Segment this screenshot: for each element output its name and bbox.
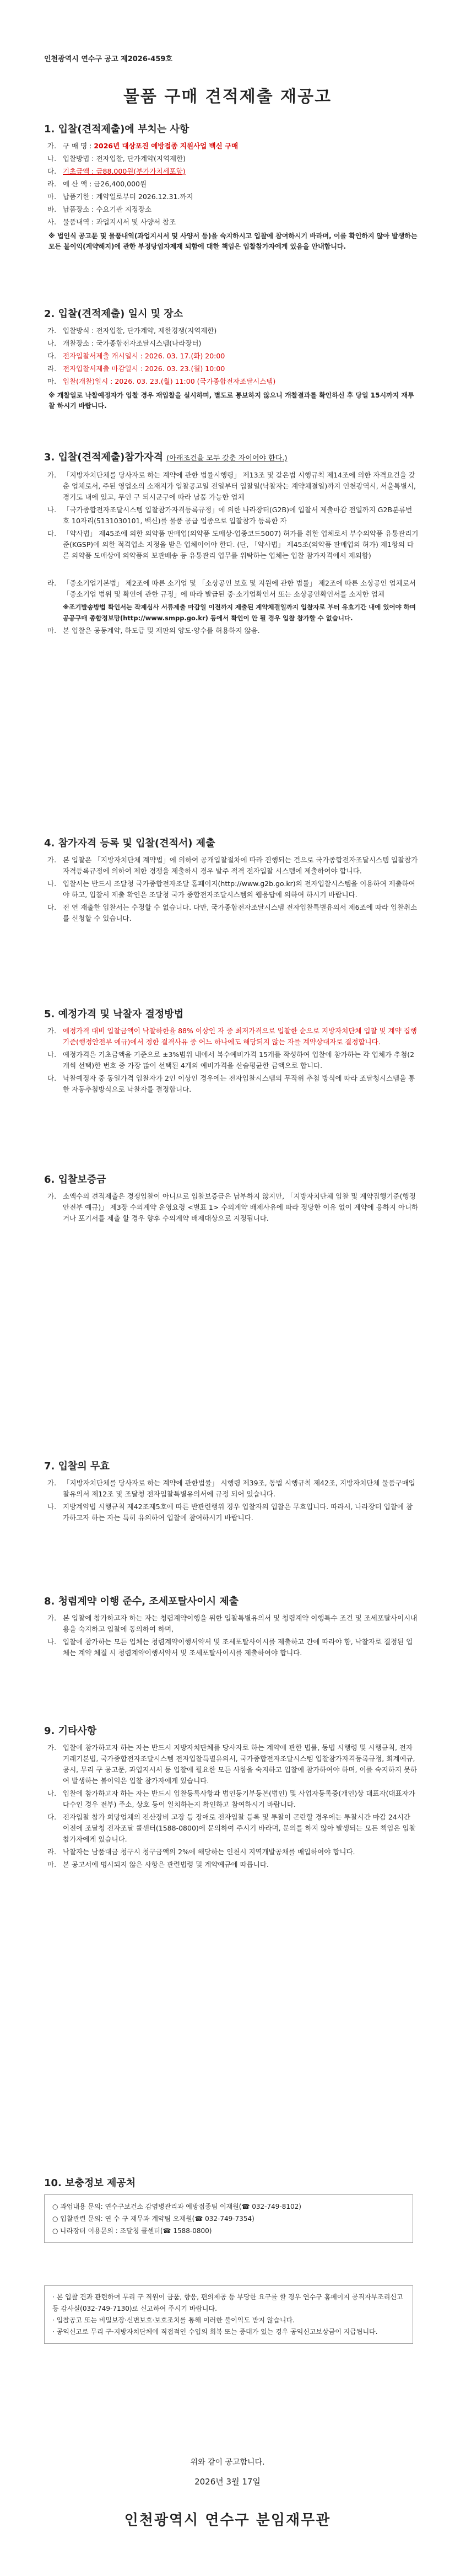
list-item: 다. 전자입찰 참가 희망업체의 전산장비 고장 등 장애로 전자입찰 등록 및 투찰이 곤란할 경우에는 투찰시간 마감 24시간 이전에 조달청 전자조달 콜센터(1588-0800)에 문의하여 주시기 바라며, 문의를 하지 않아 발생되는 모든 책임은 입찰참가자에게 있습니다. bbox=[47, 1813, 416, 1843]
purchase-name: 2026년 대상포진 예방접종 지원사업 백신 구매 bbox=[94, 142, 239, 150]
section-2-note: ※ 개찰일로 낙찰예정자가 입찰 경우 재입찰을 실시하며, 별도로 통보하지 않으니 개찰결과를 확인하신 후 당일 15시까지 재투찰 하시기 바랍니다. bbox=[48, 391, 414, 410]
list-item: 마. 본 공고서에 명시되지 않은 사항은 관련법령 및 계약예규에 따릅니다. bbox=[47, 1860, 269, 1869]
list-item: 사. 물품내역 : 과업지시서 및 사양서 참조 bbox=[47, 218, 176, 226]
section-8-title: 8. 청렴계약 이행 준수, 조세포탈사이시 제출 bbox=[44, 1596, 239, 1607]
notice-line: · 공익신고로 무리 구·지방자치단체에 직접적인 수입의 회복 또는 증대가 있는 경우 공익신고보상금이 지급됩니다. bbox=[52, 2328, 378, 2336]
section-4-title: 4. 참가자격 등록 및 입찰(견적서) 제출 bbox=[44, 838, 215, 849]
list-item: ※조기발송방법 확인서는 작제심사 서류제출 마감일 이전까지 제출된 계약체결일까지 입찰자로 부터 유효기간 내에 있어야 하며 공공구매 종합정보망(http://www.smpp.go.kr) 등에서 확인이 안 될 경우 입찰 참가할 수 없습니다. bbox=[63, 603, 416, 622]
list-item: 가. 「지방자치단체를 당사자로 하는 계약에 관한 법률시행령」 제13조 및 같은법 시행규칙 제14조에 의한 자격요건을 갖춘 업체로서, 주된 영업소의 소재지가 입찰공고일 전일부터 입찰일(낙찰자는 계약체결일)까지 인천광역시, 서울특별시, 경기도 내에 있고, 무인 구 되시군구에 따라 남품 가능한 업체 bbox=[47, 471, 416, 501]
list-item: 마. 입찰(개찰)일시 : 2026. 03. 23.(월) 11:00 (국가종합전자조달시스템) bbox=[47, 377, 276, 385]
contact-line: ○ 과업내용 문의: 연수구보건소 감염병관리과 예방접종팀 이재원(☎ 032-749-8102) bbox=[52, 2203, 301, 2210]
list-item: 가. 「지방자치단체를 당사자로 하는 계약에 관한법률」 시행령 제39조, 동법 시행규칙 제42조, 지방자치단체 물품구매입찰유의서 제12조 및 조달청 전자입찰특별유의서에 규정 되어 있습니다. bbox=[47, 1479, 415, 1498]
list-item: 라. 전자입찰서제출 마감일시 : 2026. 03. 23.(월) 10:00 bbox=[47, 364, 225, 373]
notice-line: · 본 입찰 건과 관련하여 무리 구 직원이 금품, 향응, 편의제공 등 부당한 요구를 할 경우 연수구 홈페이지 공직자부조리신고 등 감사실(032-749-7130)로 신고하여 주시기 바랍니다. bbox=[52, 2293, 403, 2312]
list-item: 다. 전자입찰서제출 개시일시 : 2026. 03. 17.(화) 20:00 bbox=[47, 352, 225, 360]
section-7-title: 7. 입찰의 무효 bbox=[44, 1461, 110, 1472]
list-item: 나. 입찰에 참가하고자 하는 자는 반드시 입찰등록사항과 법인등기부등본(법인) 및 사업자등록증(개인)상 대표자(대표자가 다수인 경우 전부) 주소, 상호 등이 일치하는지 확인하고 참여하시기 바랍니다. bbox=[47, 1789, 415, 1808]
list-item: 다. 「약사법」 제45조에 의한 의약품 판매업(의약품 도매상·업종코드5007) 허가를 취한 업체로서 부수의약품 유통관리기준(KGSP)에 의한 적격업소 지정을 받은 업체이어야 한다. (단, 「약사법」 제45조(의약품 판매업의 허가) 제1항의 다른 의약품 도매상에 의약품의 보관배송 등 유통관리 업무를 위탁하는 업체는 입찰 참가자격에서 제외함) bbox=[47, 529, 419, 560]
list-item: 다. 기초금액 : 금88,000원(부가가치세포함) bbox=[44, 166, 419, 177]
base-amount: 기초금액 : 금88,000원(부가가치세포함) bbox=[63, 167, 186, 175]
list-item: 마. 납품기한 : 계약일로부터 2026.12.31.까지 bbox=[47, 192, 193, 201]
section-3-title: 3. 입찰(견적제출)참가자격 bbox=[44, 452, 163, 463]
list-item: 나. 입찰에 참가하는 모든 업체는 청렴계약이행서약서 및 조세포탈사이시를 제출하고 간에 따라야 함, 낙찰자로 결정된 업체는 계약 체결 시 청렴계약이행서약서 및 조세포탈사이시를 제출하여야 합니다. bbox=[47, 1638, 413, 1657]
contact-line: ○ 입찰관련 문의: 연 수 구 재무과 계약팀 오재원(☎ 032-749-7354) bbox=[52, 2215, 254, 2223]
list-item: 가. 입찰방식 : 전자입찰, 단가계약, 제한경쟁(지역제한) bbox=[47, 326, 217, 335]
list-item: 다. 낙찰예정자 중 동일가격 입찰자가 2인 이상인 경우에는 전자입찰시스템의 무작위 추첨 방식에 따라 조달청시스템을 통한 자동추첨방식으로 낙찰자를 결정합니다. bbox=[47, 1074, 415, 1093]
section-9 bbox=[44, 1726, 419, 1872]
section-8 bbox=[44, 1596, 419, 1660]
list-item: 나. 입찰방법 : 전자입찰, 단가계약(지역제한) bbox=[47, 154, 186, 163]
list-item: 나. 지방계약법 시행규칙 제42조제5호에 따른 반관련행위 경우 입찰자의 입찰은 무효입니다. 따라서, 나라장터 입찰에 참가하고자 하는 자는 특히 유의하여 입찰에 참여하시기 바랍니다. bbox=[47, 1502, 413, 1522]
list-item: 다. 전 연 재출한 입찰서는 수정할 수 없습니다. 다만, 국가종합전자조달시스템 전자입찰특별유의서 제6조에 따라 입찰취소를 신청할 수 있습니다. bbox=[47, 903, 418, 922]
section-4 bbox=[44, 838, 419, 926]
section-10 bbox=[44, 2178, 419, 2243]
section-7 bbox=[44, 1461, 419, 1525]
list-item: 가. 본 입찰에 참가하고자 하는 자는 청렴계약이행을 위한 입찰특별유의서 및 청렴계약 이행특수 조건 및 조세포탈사이시내용을 숙지하고 입찰에 동의하여 하며, bbox=[47, 1614, 418, 1633]
section-2 bbox=[44, 309, 419, 411]
closing-date: 2026년 3월 17일 bbox=[194, 2477, 261, 2487]
list-item: 가. 예정가격 대비 입찰금액이 낙찰하한율 88% 이상인 자 중 최저가격으로 입찰한 순으로 지방자치단체 입찰 및 계약 집행기준(행정안전부 예규)에서 정한 결격사유 중 어느 하나에도 해당되지 않는 자를 계약상대자로 결정합니다. bbox=[47, 1027, 417, 1046]
section-6 bbox=[44, 1174, 419, 1226]
list-item: 마. 본 입찰은 공동계약, 하도급 및 재판의 양도·양수를 허용하지 않음. bbox=[47, 626, 260, 635]
list-item: 가. 본 입찰은 「지방자치단체 계약법」에 의하여 공개입찰절차에 따라 진행되는 건으로 국가종합전자조달시스템 입찰참가자격등록규정에 의하여 제한 경쟁을 제출하시 경우 발주 적격 전자입찰 시스템에 제출하여야 합니다. bbox=[47, 856, 418, 875]
list-item: 라. 예 산 액 : 금26,400,000원 bbox=[47, 180, 147, 188]
section-10-title: 10. 보충정보 제공처 bbox=[44, 2177, 136, 2189]
closing-line: 위와 같이 공고합니다. bbox=[190, 2458, 265, 2467]
section-1-title: 1. 입찰(견적제출)에 부치는 사항 bbox=[44, 124, 189, 135]
list-item: 나. 입찰서는 반드시 조달청 국가종합전자조달 홈페이지(http://www.g2b.go.kr)의 전자입찰시스템을 이용하여 제출하여야 하고, 입찰서 제출 확인은 조달청 국가 종합전자조달시스템의 웹응답에 의하여 하시기 바랍니다. bbox=[47, 879, 415, 899]
list-item: 가. 입찰에 참가하고자 하는 자는 반드시 지방자치단체를 당사자로 하는 계약에 관한 법률, 동법 시행령 및 시행규칙, 전자거래기본법, 국가종합전자조달시스템 전자입찰특별유의서, 국가종합전자조달시스템 입찰참가자격등록규정, 회계예규, 공시, 무리 구 공고문, 과업지시서 등 입찰에 필요한 모든 사항을 숙지하고 입찰에 참가하여야 하며, 이를 숙지하지 못하여 발생하는 불이익은 입찰 참가자에게 있습니다. bbox=[47, 1743, 418, 1785]
list-item: 나. 개찰장소 : 국가종합전자조달시스템(나라장터) bbox=[47, 339, 202, 347]
page-title: 물품 구매 견적제출 재공고 bbox=[123, 87, 332, 106]
section-6-title: 6. 입찰보증금 bbox=[44, 1174, 106, 1185]
list-item: 라. 낙찰자는 남품대금 청구시 청구금액의 2%에 해당하는 인천시 지역개발공채를 매입하여야 합니다. bbox=[47, 1848, 355, 1856]
issuer-name: 인천광역시 연수구 분임재무관 bbox=[124, 2512, 331, 2529]
report-notice bbox=[44, 2285, 419, 2344]
section-5-title: 5. 예정가격 및 낙찰자 결정방법 bbox=[44, 1008, 184, 1020]
list-item: 라. 「중소기업기본법」 제2조에 따른 소기업 및 「소상공인 보호 및 지원에 관한 법률」 제2조에 따른 소상공인 업체로서 「중소기업 범위 및 확인에 관한 규정」에 따라 발급된 중·소기업확인서 또는 소상공인확인서를 소지한 업체 bbox=[47, 579, 416, 598]
section-5 bbox=[44, 1009, 419, 1097]
list-item: 가. 구 매 명 : 2026년 대상포진 예방접종 지원사업 백신 구매 bbox=[47, 142, 239, 150]
notice-line: · 입찰공고 또는 비밀보장·신변보호·보호조치를 통해 이러한 불이익도 받지 않습니다. bbox=[52, 2316, 295, 2324]
section-3-subtitle: (아래조건을 모두 갖춘 자이어야 한다.) bbox=[166, 454, 288, 463]
list-item: 바. 납품장소 : 수요기관 지정장소 bbox=[47, 205, 152, 213]
report-notice-box bbox=[44, 2285, 413, 2344]
section-1 bbox=[44, 124, 419, 252]
section-2-title: 2. 입찰(견적제출) 일시 및 장소 bbox=[44, 308, 183, 320]
contact-box bbox=[44, 2194, 413, 2243]
section-9-title: 9. 기타사항 bbox=[44, 1725, 97, 1737]
list-item: 가. 소액수의 견적제출은 경쟁입찰이 아니므로 입찰보증금은 납부하지 않지만, 「지방자치단체 입찰 및 계약집행기준(행정안전부 예규)」 제3장 수의계약 운영요령 <별표 1> 수의계약 배제사유에 따라 정당한 이유 없이 계약에 응하지 아니하거나 포기서를 제출 할 경우 향후 수의계약 배제대상으로 지정됩니다. bbox=[47, 1192, 419, 1222]
contact-line: ○ 나라장터 이용문의 : 조달청 콜센터(☎ 1588-0800) bbox=[52, 2227, 212, 2235]
section-3 bbox=[44, 452, 419, 638]
section-1-note: ※ 법인식 공고문 및 물품내역(과업지시서 및 사양서 등)을 숙지하시고 입찰에 참여하시기 바라며, 이를 확인하지 않아 발생하는 모든 불이익(계약해지)에 관한 부정당업자제재 되함에 대한 책임은 입찰참가자에게 있음을 안내합니다. bbox=[48, 232, 418, 250]
notice-number: 인천광역시 연수구 공고 제2026-459호 bbox=[44, 55, 172, 63]
list-item: 나. 예정가격은 기초금액을 기준으로 ±3%범위 내에서 복수예비가격 15개를 작성하여 입찰에 참가하는 각 업체가 추첨(2개씩 선택)한 번호 중 가장 많이 선택된 4개의 예비가격을 산술평균한 금액으로 합니다. bbox=[47, 1050, 415, 1070]
list-item: 나. 「국가종합전자조달시스템 입찰참가자격등록규정」에 의한 나라장터(G2B)에 입찰서 제출마감 전일까지 G2B분류번호 10자리(5131030101, 백신)를 물품 공급 업종으로 입찰참가 등록한 자 bbox=[47, 506, 413, 525]
